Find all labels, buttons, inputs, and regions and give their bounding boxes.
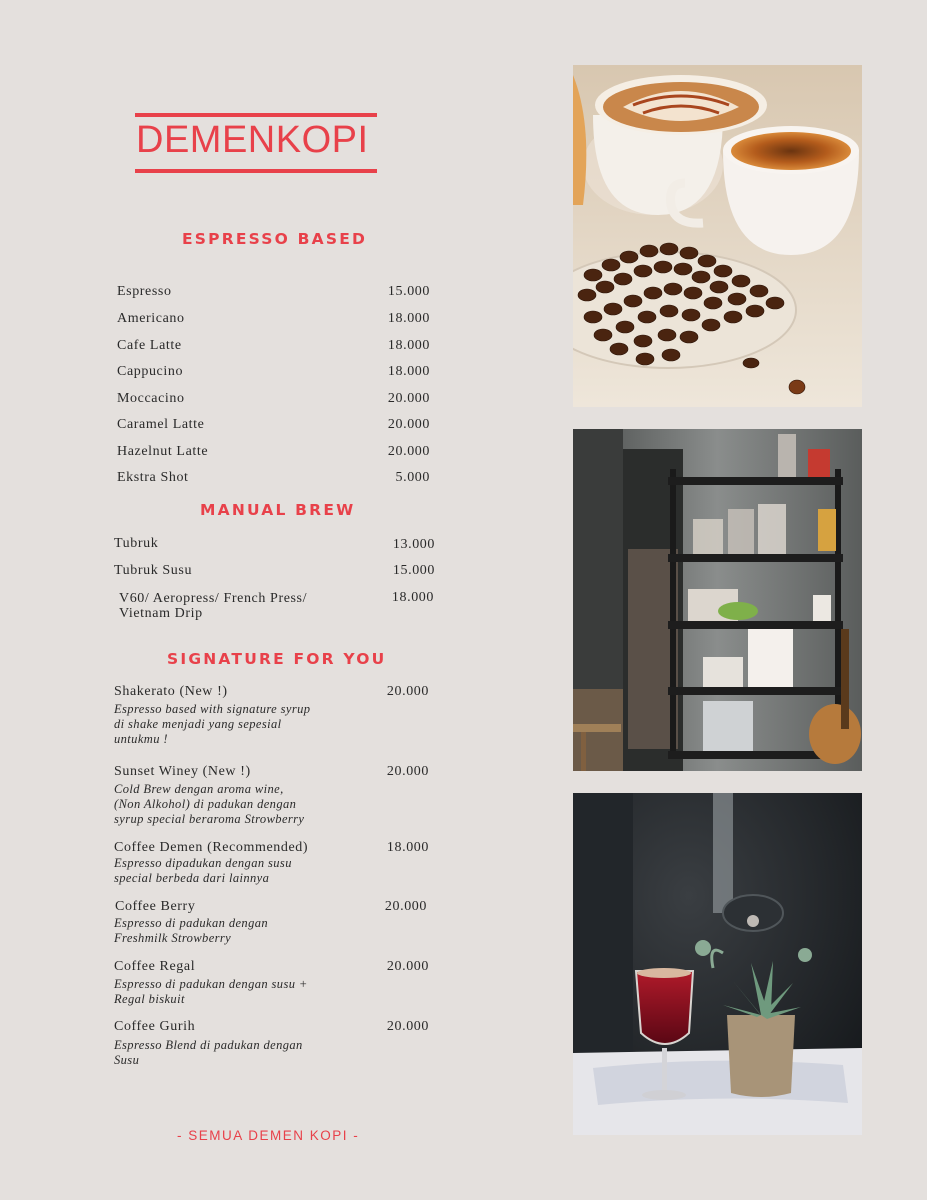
menu-item-price: 13.000: [392, 537, 435, 552]
section-title-signature: SIGNATURE FOR YOU: [167, 650, 387, 668]
menu-item-price: 20.000: [386, 764, 429, 779]
menu-item-name: Moccacino: [117, 391, 185, 406]
menu-item-price: 18.000: [387, 364, 430, 379]
menu-item-name: Sunset Winey (New !): [114, 764, 251, 779]
menu-item-name: Coffee Demen (Recommended): [114, 840, 309, 855]
footer-tagline: - SEMUA DEMEN KOPI -: [177, 1128, 360, 1143]
menu-item-price: 20.000: [386, 684, 429, 699]
menu-item-name-continued: Vietnam Drip: [119, 606, 203, 621]
menu-item-price: 20.000: [386, 1019, 429, 1034]
section-title-manual-brew: MANUAL BREW: [200, 501, 356, 519]
menu-item-name: Hazelnut Latte: [117, 444, 209, 459]
menu-item-price: 18.000: [386, 840, 429, 855]
menu-item-name: Tubruk Susu: [114, 563, 193, 578]
menu-item-name: V60/ Aeropress/ French Press/: [119, 591, 308, 606]
logo-bottom-bar: [135, 169, 377, 173]
coffee-shelf-interior-photo: [573, 429, 862, 771]
menu-item-price: 18.000: [387, 311, 430, 326]
menu-item-price: 20.000: [386, 959, 429, 974]
menu-item-name: Espresso: [117, 284, 172, 299]
menu-item-price: 20.000: [387, 444, 430, 459]
menu-item-name: Cappucino: [117, 364, 184, 379]
menu-item-description: Espresso Blend di padukan dengan Susu: [114, 1038, 303, 1067]
coffee-cups-and-beans-photo: [573, 65, 862, 407]
menu-item-price: 18.000: [387, 338, 430, 353]
menu-item-description: Cold Brew dengan aroma wine, (Non Alkohol) di padukan dengan syrup special beraroma Strowberry: [114, 782, 305, 826]
menu-item-name: Americano: [117, 311, 185, 326]
menu-item-price: 20.000: [387, 417, 430, 432]
menu-item-description: Espresso dipadukan dengan susu special berbeda dari lainnya: [114, 856, 292, 885]
brand-name: DEMENKOPI: [136, 119, 369, 161]
menu-item-description: Espresso di padukan dengan susu + Regal biskuit: [114, 977, 308, 1006]
menu-item-price: 15.000: [392, 563, 435, 578]
menu-item-name: Coffee Berry: [115, 899, 196, 914]
red-drink-and-succulent-photo: [573, 793, 862, 1135]
menu-item-name: Coffee Regal: [114, 959, 196, 974]
brand-logo: [135, 113, 377, 173]
menu-item-description: Espresso di padukan dengan Freshmilk Strowberry: [114, 916, 269, 945]
menu-item-price: 5.000: [395, 470, 430, 485]
menu-item-description: Espresso based with signature syrup di shake menjadi yang sepesial untukmu !: [114, 702, 311, 746]
section-title-espresso: ESPRESSO BASED: [182, 230, 368, 248]
menu-item-name: Tubruk: [114, 536, 159, 551]
menu-item-name: Shakerato (New !): [114, 684, 228, 699]
menu-item-price: 18.000: [391, 590, 434, 605]
menu-item-name: Cafe Latte: [117, 338, 182, 353]
menu-item-name: Caramel Latte: [117, 417, 205, 432]
menu-item-price: 20.000: [387, 391, 430, 406]
menu-item-price: 20.000: [384, 899, 427, 914]
menu-item-price: 15.000: [387, 284, 430, 299]
menu-item-name: Coffee Gurih: [114, 1019, 196, 1034]
menu-item-name: Ekstra Shot: [117, 470, 189, 485]
